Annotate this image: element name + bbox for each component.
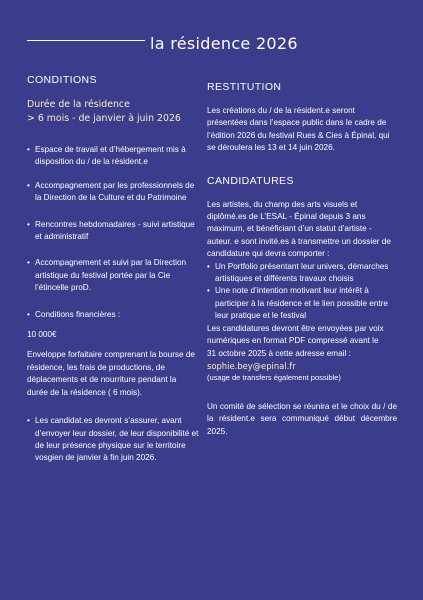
grant-amount: 10 000€ — [27, 330, 57, 340]
left-column — [27, 74, 199, 465]
transfer-note: (usage de transfers également possible) — [207, 373, 341, 383]
envelope-description: Enveloppe forfaitaire comprenant la bourse de résidence, les frais de productions, de déplacements et de nourriture pendant la durée de la résidence ( 6 mois). — [27, 350, 195, 397]
required-intention-note: • Une note d’intention motivant leur intérêt à participer à la résidence et le lien possible entre leur pratique et le festival — [207, 285, 397, 322]
duration-period: > 6 mois - de janvier à juin 2026 — [27, 113, 181, 124]
header-rule — [27, 40, 145, 41]
candidatures-heading: CANDIDATURES — [207, 174, 294, 187]
condition-bullet-support: • Accompagnement par les professionnels de la Direction de la Culture et du Patrimoine — [27, 180, 199, 205]
financial-conditions-label: • Conditions financières : — [27, 309, 199, 321]
residence-duration — [27, 98, 199, 126]
restitution-heading: RESTITUTION — [207, 81, 282, 93]
condition-bullet-meetings: • Rencontres hebdomadaires - suivi artistique et administratif — [27, 219, 199, 244]
candidatures-intro: Les artistes, du champ des arts visuels et diplômé.es de L’ESAL - Épinal depuis 3 ans maximum, et bénéficiant d’un statut d’artiste - auteur. e sont invité.es à transmettre un dossier de candidature qui devra comporter : — [207, 199, 391, 259]
submission-instructions: Les candidatures devront être envoyées par voix numériques en format PDF compressé avant le — [207, 323, 384, 346]
availability-note: • Les candidat.es devront s’assurer, avant d’envoyer leur dossier, de leur disponibilité et de leur présence physique sur le territoire vosgien de janvier à fin juin 2026. — [27, 415, 199, 465]
conditions-heading: CONDITIONS — [27, 74, 97, 86]
duration-label: Durée de la résidence — [27, 99, 130, 110]
required-portfolio: • Un Portfolio présentant leur univers, démarches artistiques et différents travaux choisis — [207, 261, 397, 286]
condition-bullet-workspace: • Espace de travail et d’hébergement mis à disposition du / de la résident.e — [27, 144, 199, 169]
restitution-text: Les créations du / de la résident.e seront présentées dans l’espace public dans le cadre de l’édition 2026 du festival Rues & Cies à Épinal, qui se déroulera les 13 et 14 juin 2026. — [207, 106, 390, 153]
right-column — [207, 74, 397, 438]
condition-bullet-festival: • Accompagnement et suivi par la Direction artistique du festival portée par la Cie l’étincelle proD. — [27, 257, 199, 294]
selection-committee-note: Un comité de sélection se réunira et le choix du / de la résident.e sera communiqué début décembre 2025. — [207, 401, 397, 436]
page-title: la résidence 2026 — [150, 34, 298, 53]
contact-email[interactable]: sophie.bey@epinal.fr — [207, 360, 296, 371]
submission-deadline: 31 octobre 2025 à cette adresse email : — [207, 348, 351, 358]
